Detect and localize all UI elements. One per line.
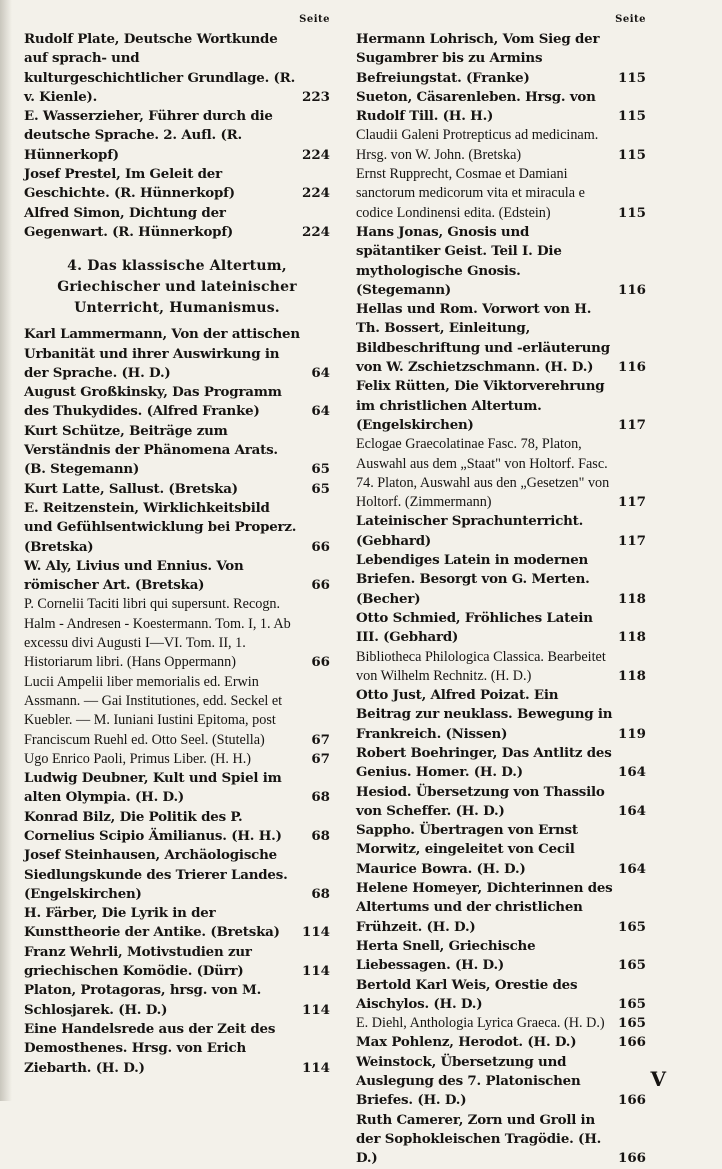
entry-page-number: 166 [618, 1092, 646, 1109]
entry-title: Konrad Bilz, Die Politik des P. Cornelius Scipio Ämilianus. (H. H.) [24, 808, 282, 844]
entry-page-number: 115 [618, 146, 646, 163]
entry-page-number: 117 [618, 494, 646, 511]
entry-title: Lateinischer Sprachunterricht. (Gebhard) [356, 513, 584, 549]
entry-title: P. Cornelii Taciti libri qui supersunt. Recogn. Halm - Andresen - Koestermann. Tom. I, 1. Ab excessu divi Augusti I—VI. Tom. II, 1. Historiarum libri. (Hans Oppermann) [24, 596, 291, 671]
entry-page-number: 114 [302, 1059, 330, 1076]
index-entry [24, 673, 330, 750]
entry-title: Hesiod. Übersetzung von Thassilo von Scheffer. (H. D.) [356, 783, 605, 819]
entry-title: Josef Steinhausen, Archäologische Siedlungskunde des Trierer Landes. (Engelskirchen) [24, 847, 288, 902]
entry-title: Claudii Galeni Protrepticus ad medicinam. Hrsg. von W. John. (Bretska) [356, 127, 599, 163]
index-entry [24, 422, 330, 480]
entry-page-number: 68 [311, 827, 330, 844]
index-entry [356, 648, 646, 687]
entry-page-number: 164 [618, 764, 646, 781]
left-entries [24, 30, 330, 1078]
entry-title: Platon, Protagoras, hrsg. von M. Schlosjarek. (H. D.) [24, 982, 262, 1018]
index-entry [356, 976, 646, 1015]
entry-page-number: 114 [302, 963, 330, 980]
entry-title: W. Aly, Livius und Ennius. Von römischer Art. (Bretska) [24, 557, 244, 594]
entry-title: E. Wasserzieher, Führer durch die deutsche Sprache. 2. Aufl. (R. Hünnerkopf) [24, 108, 273, 163]
index-entry [24, 943, 330, 982]
entry-title: Eine Handelsrede aus der Zeit des Demosthenes. Hrsg. von Erich Ziebarth. (H. D.) [24, 1020, 276, 1076]
index-entry [24, 1020, 330, 1078]
index-entry [356, 551, 646, 609]
entry-title: Helene Homeyer, Dichterinnen des Altertums und der christlichen Frühzeit. (H. D.) [356, 880, 613, 935]
entry-page-number: 115 [618, 204, 646, 221]
entry-page-number: 165 [618, 918, 646, 935]
entry-page-number: 68 [311, 885, 330, 902]
index-entry [356, 512, 646, 551]
index-entry [24, 480, 330, 499]
entry-page-number: 166 [618, 1034, 646, 1051]
index-entry [356, 821, 646, 879]
entry-title: Otto Schmied, Fröhliches Latein III. (Gebhard) [356, 609, 593, 646]
entry-page-number: 117 [618, 532, 646, 549]
entry-page-number: 165 [618, 995, 646, 1012]
entry-page-number: 166 [618, 1150, 646, 1167]
index-entry [24, 30, 330, 107]
index-entry [24, 769, 330, 808]
entry-page-number: 115 [618, 108, 646, 125]
section-heading: 4. Das klassische Altertum, Griechischer und lateinischer Unterricht, Humanismus. [57, 258, 297, 317]
entry-title: H. Färber, Die Lyrik in der Kunsttheorie der Antike. (Bretska) [24, 905, 280, 941]
page-folio: V [650, 1067, 666, 1091]
index-entry [356, 783, 646, 822]
entry-page-number: 114 [302, 924, 330, 941]
entry-title: Otto Just, Alfred Poizat. Ein Beitrag zur neuklass. Bewegung in Frankreich. (Nissen) [356, 687, 613, 742]
entry-title: August Großkinsky, Das Programm des Thukydides. (Alfred Franke) [24, 384, 282, 420]
index-entry [24, 499, 330, 557]
entry-page-number: 66 [311, 538, 330, 555]
index-entry [356, 377, 646, 435]
entry-page-number: 68 [311, 789, 330, 806]
entry-title: Kurt Schütze, Beiträge zum Verständnis der Phänomena Arats. (B. Stegemann) [24, 422, 278, 478]
entry-page-number: 165 [618, 1015, 646, 1032]
entry-page-number: 67 [311, 731, 330, 748]
entry-page-number: 118 [618, 667, 646, 684]
entry-page-number: 224 [302, 146, 330, 163]
entry-page-number: 66 [311, 654, 330, 671]
entry-title: E. Diehl, Anthologia Lyrica Graeca. (H. D.) [356, 1015, 605, 1032]
index-entry [356, 744, 646, 783]
entry-page-number: 67 [311, 750, 330, 767]
entry-title: Herta Snell, Griechische Liebessagen. (H. D.) [356, 937, 536, 974]
entry-page-number: 118 [618, 590, 646, 607]
entry-title: Alfred Simon, Dichtung der Gegenwart. (R. Hünnerkopf) [24, 204, 234, 240]
index-entry [356, 88, 646, 127]
entry-page-number: 224 [302, 223, 330, 240]
entry-page-number: 223 [302, 88, 330, 105]
entry-title: Sueton, Cäsarenleben. Hrsg. von Rudolf Till. (H. H.) [356, 88, 596, 125]
entry-title: Lucii Ampelii liber memorialis ed. Erwin Assmann. — Gai Institutiones, edd. Seckel et Kuebler. — M. Iuniani Iustini Epitoma, post Franciscum Ruehl ed. Otto Seel. (Stutella) [24, 673, 283, 748]
entry-title: Felix Rütten, Die Viktorverehrung im christlichen Altertum. (Engelskirchen) [356, 378, 605, 433]
entry-title: Hans Jonas, Gnosis und spätantiker Geist. Teil I. Die mythologische Gnosis. (Stegemann) [356, 223, 562, 298]
index-entry [24, 846, 330, 904]
index-entry [24, 981, 330, 1020]
index-entry [356, 1111, 646, 1169]
index-entry [356, 1014, 646, 1033]
entry-title: Eclogae Graecolatinae Fasc. 78, Platon, Auswahl aus dem „Staat" von Holtorf. Fasc. 74. Platon, Auswahl aus den „Gesetzen" von Holtorf. (Zimmermann) [356, 436, 610, 511]
entry-page-number: 164 [618, 802, 646, 819]
index-entry [24, 107, 330, 165]
entry-page-number: 117 [618, 416, 646, 433]
entry-title: Weinstock, Übersetzung und Auslegung des 7. Platonischen Briefes. (H. D.) [356, 1053, 581, 1109]
entry-title: Ludwig Deubner, Kult und Spiel im alten Olympia. (H. D.) [24, 770, 282, 806]
index-entry [356, 686, 646, 744]
entry-page-number: 65 [311, 480, 330, 497]
index-entry [24, 808, 330, 847]
entry-page-number: 165 [618, 957, 646, 974]
entry-title: Bertold Karl Weis, Orestie des Aischylos. (H. D.) [356, 976, 578, 1012]
entry-page-number: 164 [618, 860, 646, 877]
entry-page-number: 64 [311, 403, 330, 420]
index-entry [356, 126, 646, 165]
index-entry [24, 383, 330, 422]
index-entry [24, 325, 330, 383]
entry-page-number: 64 [311, 364, 330, 381]
entry-title: Kurt Latte, Sallust. (Bretska) [24, 480, 238, 497]
entry-title: Ruth Camerer, Zorn und Groll in der Sophokleischen Tragödie. (H. D.) [356, 1111, 602, 1167]
entry-title: E. Reitzenstein, Wirklichkeitsbild und Gefühlsentwicklung bei Properz. (Bretska) [24, 499, 297, 555]
entry-page-number: 66 [311, 577, 330, 594]
entry-title: Sappho. Übertragen von Ernst Morwitz, eingeleitet von Cecil Maurice Bowra. (H. D.) [356, 822, 578, 877]
entry-page-number: 114 [302, 1001, 330, 1018]
entry-page-number: 118 [618, 629, 646, 646]
index-entry [356, 165, 646, 223]
entry-title: Hellas und Rom. Vorwort von H. Th. Bossert, Einleitung, Bildbeschriftung und -erläuterung von W. Zschietzschmann. (H. D.) [356, 301, 610, 376]
right-page-label: Seite [615, 14, 646, 25]
entry-title: Franz Wehrli, Motivstudien zur griechischen Komödie. (Dürr) [24, 943, 252, 980]
index-entry [356, 435, 646, 512]
right-entries [356, 30, 646, 1169]
index-entry [356, 30, 646, 88]
left-page-label: Seite [299, 14, 330, 25]
entry-title: Rudolf Plate, Deutsche Wortkunde auf sprach- und kulturgeschichtlicher Grundlage. (R. v. Kienle). [24, 31, 296, 105]
index-entry [356, 1033, 646, 1052]
entry-title: Bibliotheca Philologica Classica. Bearbeitet von Wilhelm Rechnitz. (H. D.) [356, 648, 606, 684]
entry-title: Ugo Enrico Paoli, Primus Liber. (H. H.) [24, 750, 251, 767]
entry-page-number: 224 [302, 185, 330, 202]
entry-page-number: 65 [311, 461, 330, 478]
index-entry [24, 204, 330, 243]
entry-page-number: 116 [618, 359, 646, 376]
index-entry [356, 223, 646, 300]
index-entry [356, 1053, 646, 1111]
entry-page-number: 119 [618, 725, 646, 742]
entry-title: Robert Boehringer, Das Antlitz des Genius. Homer. (H. D.) [356, 744, 612, 781]
index-entry [24, 557, 330, 596]
entry-page-number: 116 [618, 281, 646, 298]
entry-title: Max Pohlenz, Herodot. (H. D.) [356, 1034, 577, 1051]
entry-page-number: 115 [618, 69, 646, 86]
index-entry [356, 937, 646, 976]
binding-shadow [0, 0, 12, 1101]
index-entry [24, 595, 330, 672]
entry-title: Karl Lammermann, Von der attischen Urbanität und ihrer Auswirkung in der Sprache. (H. D.) [24, 326, 300, 381]
index-entry [356, 300, 646, 377]
entry-title: Ernst Rupprecht, Cosmae et Damiani sanctorum medicorum vita et miracula e codice Londinensi edita. (Edstein) [356, 166, 585, 221]
entry-title: Josef Prestel, Im Geleit der Geschichte. (R. Hünnerkopf) [24, 166, 235, 202]
index-entry [24, 165, 330, 204]
entry-title: Lebendiges Latein in modernen Briefen. Besorgt von G. Merten. (Becher) [356, 552, 590, 607]
index-entry [356, 879, 646, 937]
index-entry [356, 609, 646, 648]
index-entry [24, 750, 330, 769]
index-entry [24, 904, 330, 943]
entry-title: Hermann Lohrisch, Vom Sieg der Sugambrer bis zu Armins Befreiungstat. (Franke) [356, 31, 600, 86]
